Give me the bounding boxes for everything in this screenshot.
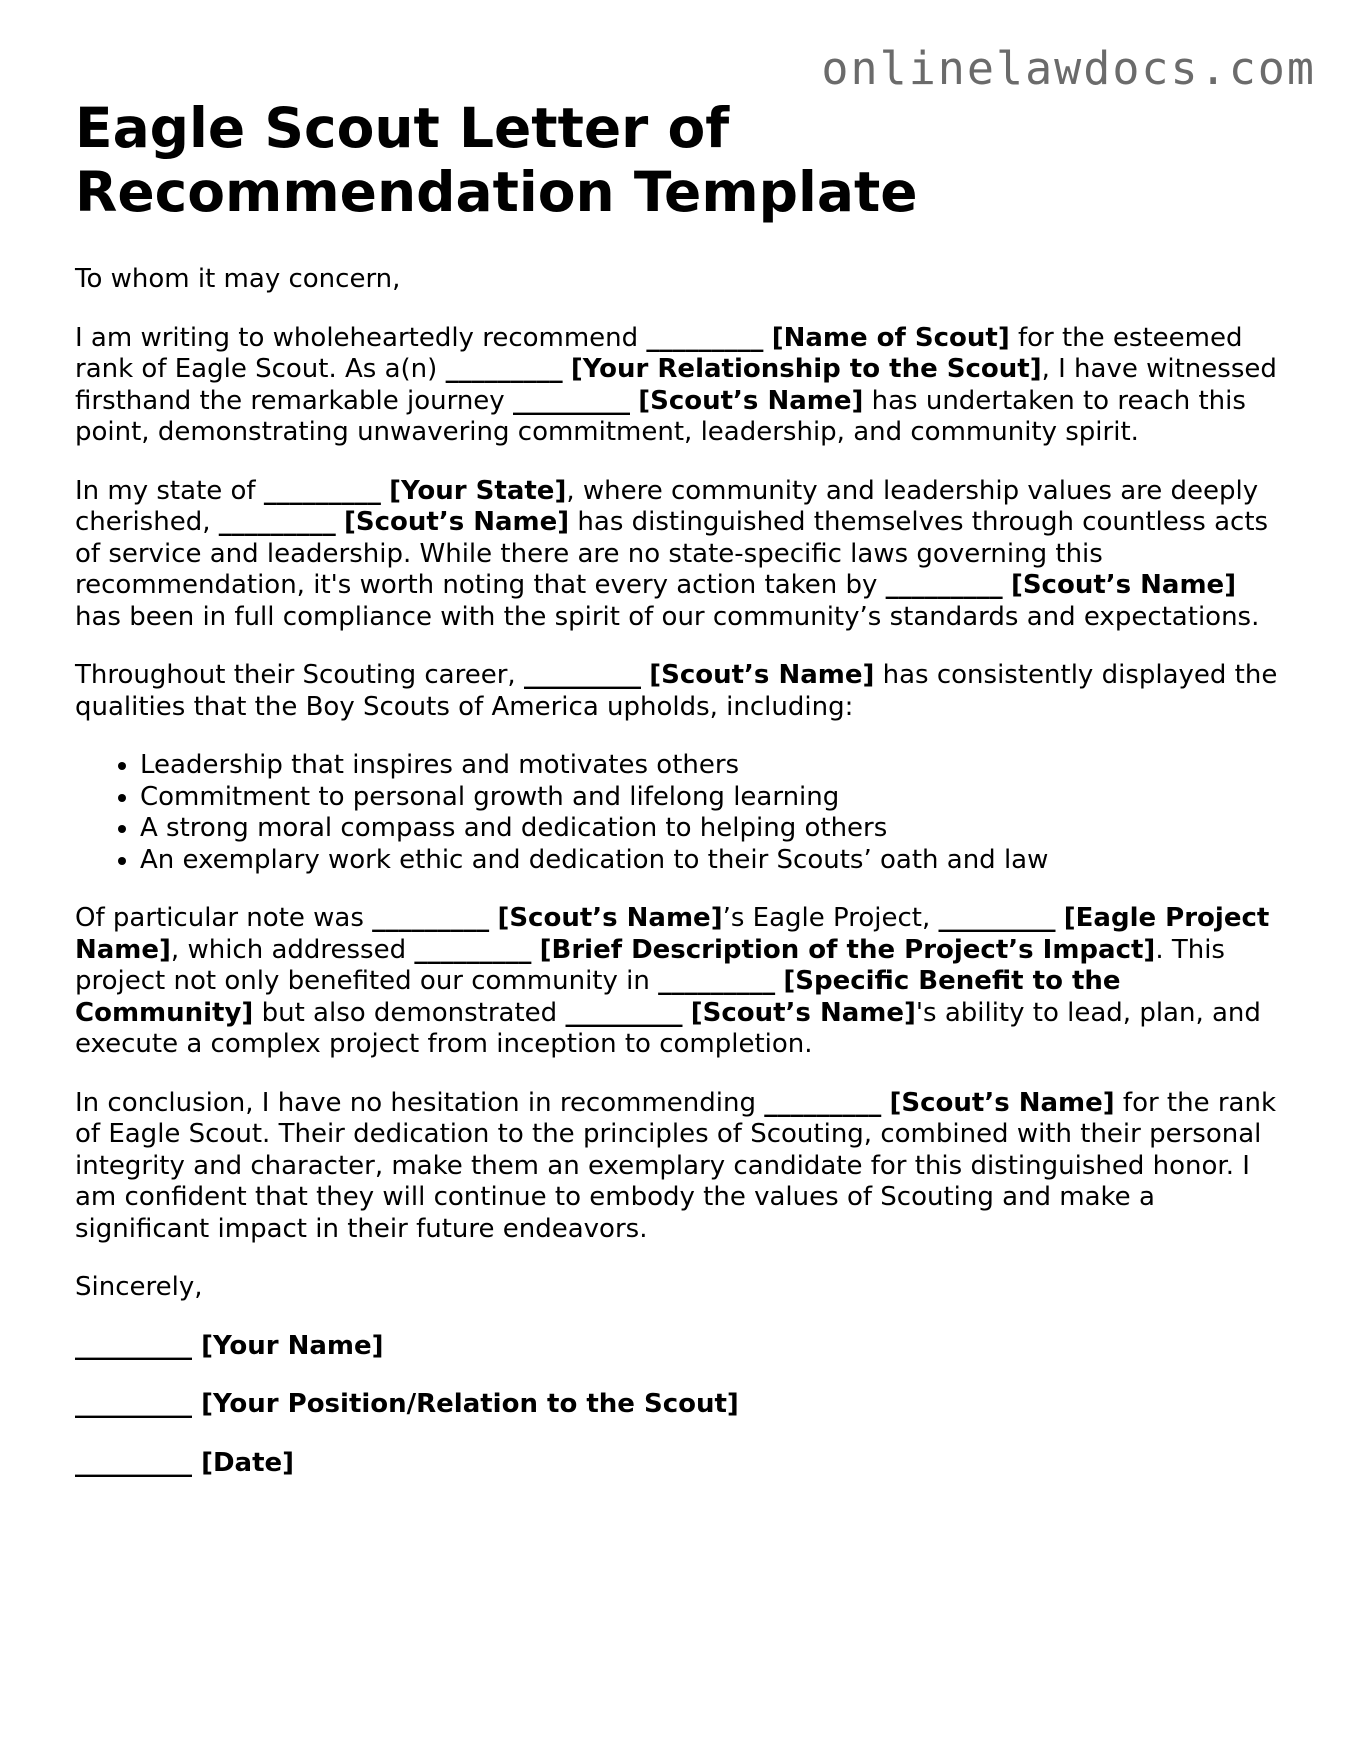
list-item: • A strong moral compass and dedication to helping others xyxy=(140,813,1285,845)
text: , I have witnessed firsthand the remarkable journey xyxy=(75,354,1277,416)
paragraph-eagle-project xyxy=(75,903,1285,1061)
blank-line: _________ xyxy=(263,475,381,506)
text: for the esteemed rank of Eagle Scout. As a(n) xyxy=(75,322,1243,384)
field-eagle-project-name: [Eagle Project Name] xyxy=(75,903,1270,965)
blank-line: _________ xyxy=(75,1447,192,1478)
blank-line: _________ xyxy=(523,660,641,690)
field-name-of-scout: [Name of Scout] xyxy=(771,322,1010,353)
blank-line: _________ xyxy=(372,903,490,933)
field-relationship: [Your Relationship to the Scout] xyxy=(570,354,1042,384)
blank-line: _________ xyxy=(75,1389,192,1419)
watermark-text: onlinelawdocs.com xyxy=(821,42,1316,95)
document-page xyxy=(75,96,1285,1506)
blank-line: _________ xyxy=(414,934,532,965)
text: has distinguished themselves through countless acts of service and leadership. While there are no state-specific laws governing this recommendation, it's worth noting that every action taken by xyxy=(75,507,1269,600)
closing: Sincerely, xyxy=(75,1272,203,1302)
text: for the rank of Eagle Scout. Their dedication to the principles of Scouting, combined with their personal integrity and character, make them an exemplary candidate for this distinguished honor. I am confident that they will continue to embody the values of Scouting and make a significant impact in their future endeavors. xyxy=(75,1087,1277,1244)
blank-line: _________ xyxy=(646,322,764,353)
list-item: • Commitment to personal growth and lifelong learning xyxy=(140,782,1285,814)
text: ’s Eagle Project, xyxy=(722,903,939,933)
text: I am writing to wholeheartedly recommend xyxy=(75,322,647,353)
list-item: • An exemplary work ethic and dedication to their Scouts’ oath and law xyxy=(140,845,1285,877)
text: Throughout their Scouting career, xyxy=(75,660,524,690)
field-community-benefit: [Specific Benefit to the Community] xyxy=(75,966,1121,1028)
text: but also demonstrated xyxy=(253,997,566,1028)
field-scout-name: [Scout’s Name] xyxy=(690,997,916,1028)
text: In my state of xyxy=(75,475,264,506)
document-title: Eagle Scout Letter of Recommendation Template xyxy=(75,96,918,224)
field-scout-name: [Scout’s Name] xyxy=(1010,570,1237,600)
field-scout-name: [Scout’s Name] xyxy=(497,903,723,933)
qualities-list xyxy=(75,750,1285,876)
field-scout-name: [Scout’s Name] xyxy=(344,507,570,537)
field-date: [Date] xyxy=(201,1447,295,1478)
blank-line: _________ xyxy=(885,570,1003,600)
field-project-impact: [Brief Description of the Project’s Impact] xyxy=(539,934,1156,965)
blank-line: _________ xyxy=(565,997,683,1028)
signature-date-line xyxy=(75,1448,1285,1480)
paragraph-career xyxy=(75,660,1285,723)
list-item: • Leadership that inspires and motivates others xyxy=(140,750,1285,782)
field-scout-name: [Scout’s Name] xyxy=(638,385,864,416)
text: , where community and leadership values are deeply cherished, xyxy=(75,475,1259,537)
text: , which addressed xyxy=(170,934,415,965)
text: Of particular note was xyxy=(75,903,373,933)
text: has undertaken to reach this point, demonstrating unwavering commitment, leadership, and community spirit. xyxy=(75,385,1246,447)
blank-line: _________ xyxy=(445,354,563,384)
field-your-state: [Your State] xyxy=(389,475,567,506)
paragraph-conclusion xyxy=(75,1088,1285,1246)
field-scout-name: [Scout’s Name] xyxy=(889,1087,1115,1118)
text: has been in full compliance with the spirit of our community’s standards and expectations. xyxy=(75,601,1260,632)
field-your-name: [Your Name] xyxy=(201,1330,384,1361)
signature-name-line xyxy=(75,1331,1285,1363)
salutation: To whom it may concern, xyxy=(75,264,401,294)
text: has consistently displayed the qualities that the Boy Scouts of America upholds, including: xyxy=(75,660,1278,722)
text: 's ability to lead, plan, and execute a complex project from inception to completion. xyxy=(75,997,1261,1059)
text: . This project not only benefited our community in xyxy=(75,934,1225,996)
blank-line: _________ xyxy=(938,903,1056,933)
blank-line: _________ xyxy=(658,966,776,996)
text: In conclusion, I have no hesitation in recommending xyxy=(75,1087,765,1118)
blank-line: _________ xyxy=(512,385,630,416)
signature-position-line xyxy=(75,1389,1285,1421)
field-scout-name: [Scout’s Name] xyxy=(649,660,875,690)
blank-line: _________ xyxy=(75,1330,192,1361)
field-your-position: [Your Position/Relation to the Scout] xyxy=(201,1389,739,1419)
paragraph-introduction xyxy=(75,323,1285,449)
paragraph-state xyxy=(75,476,1285,634)
blank-line: _________ xyxy=(218,507,336,537)
blank-line: _________ xyxy=(764,1087,882,1118)
